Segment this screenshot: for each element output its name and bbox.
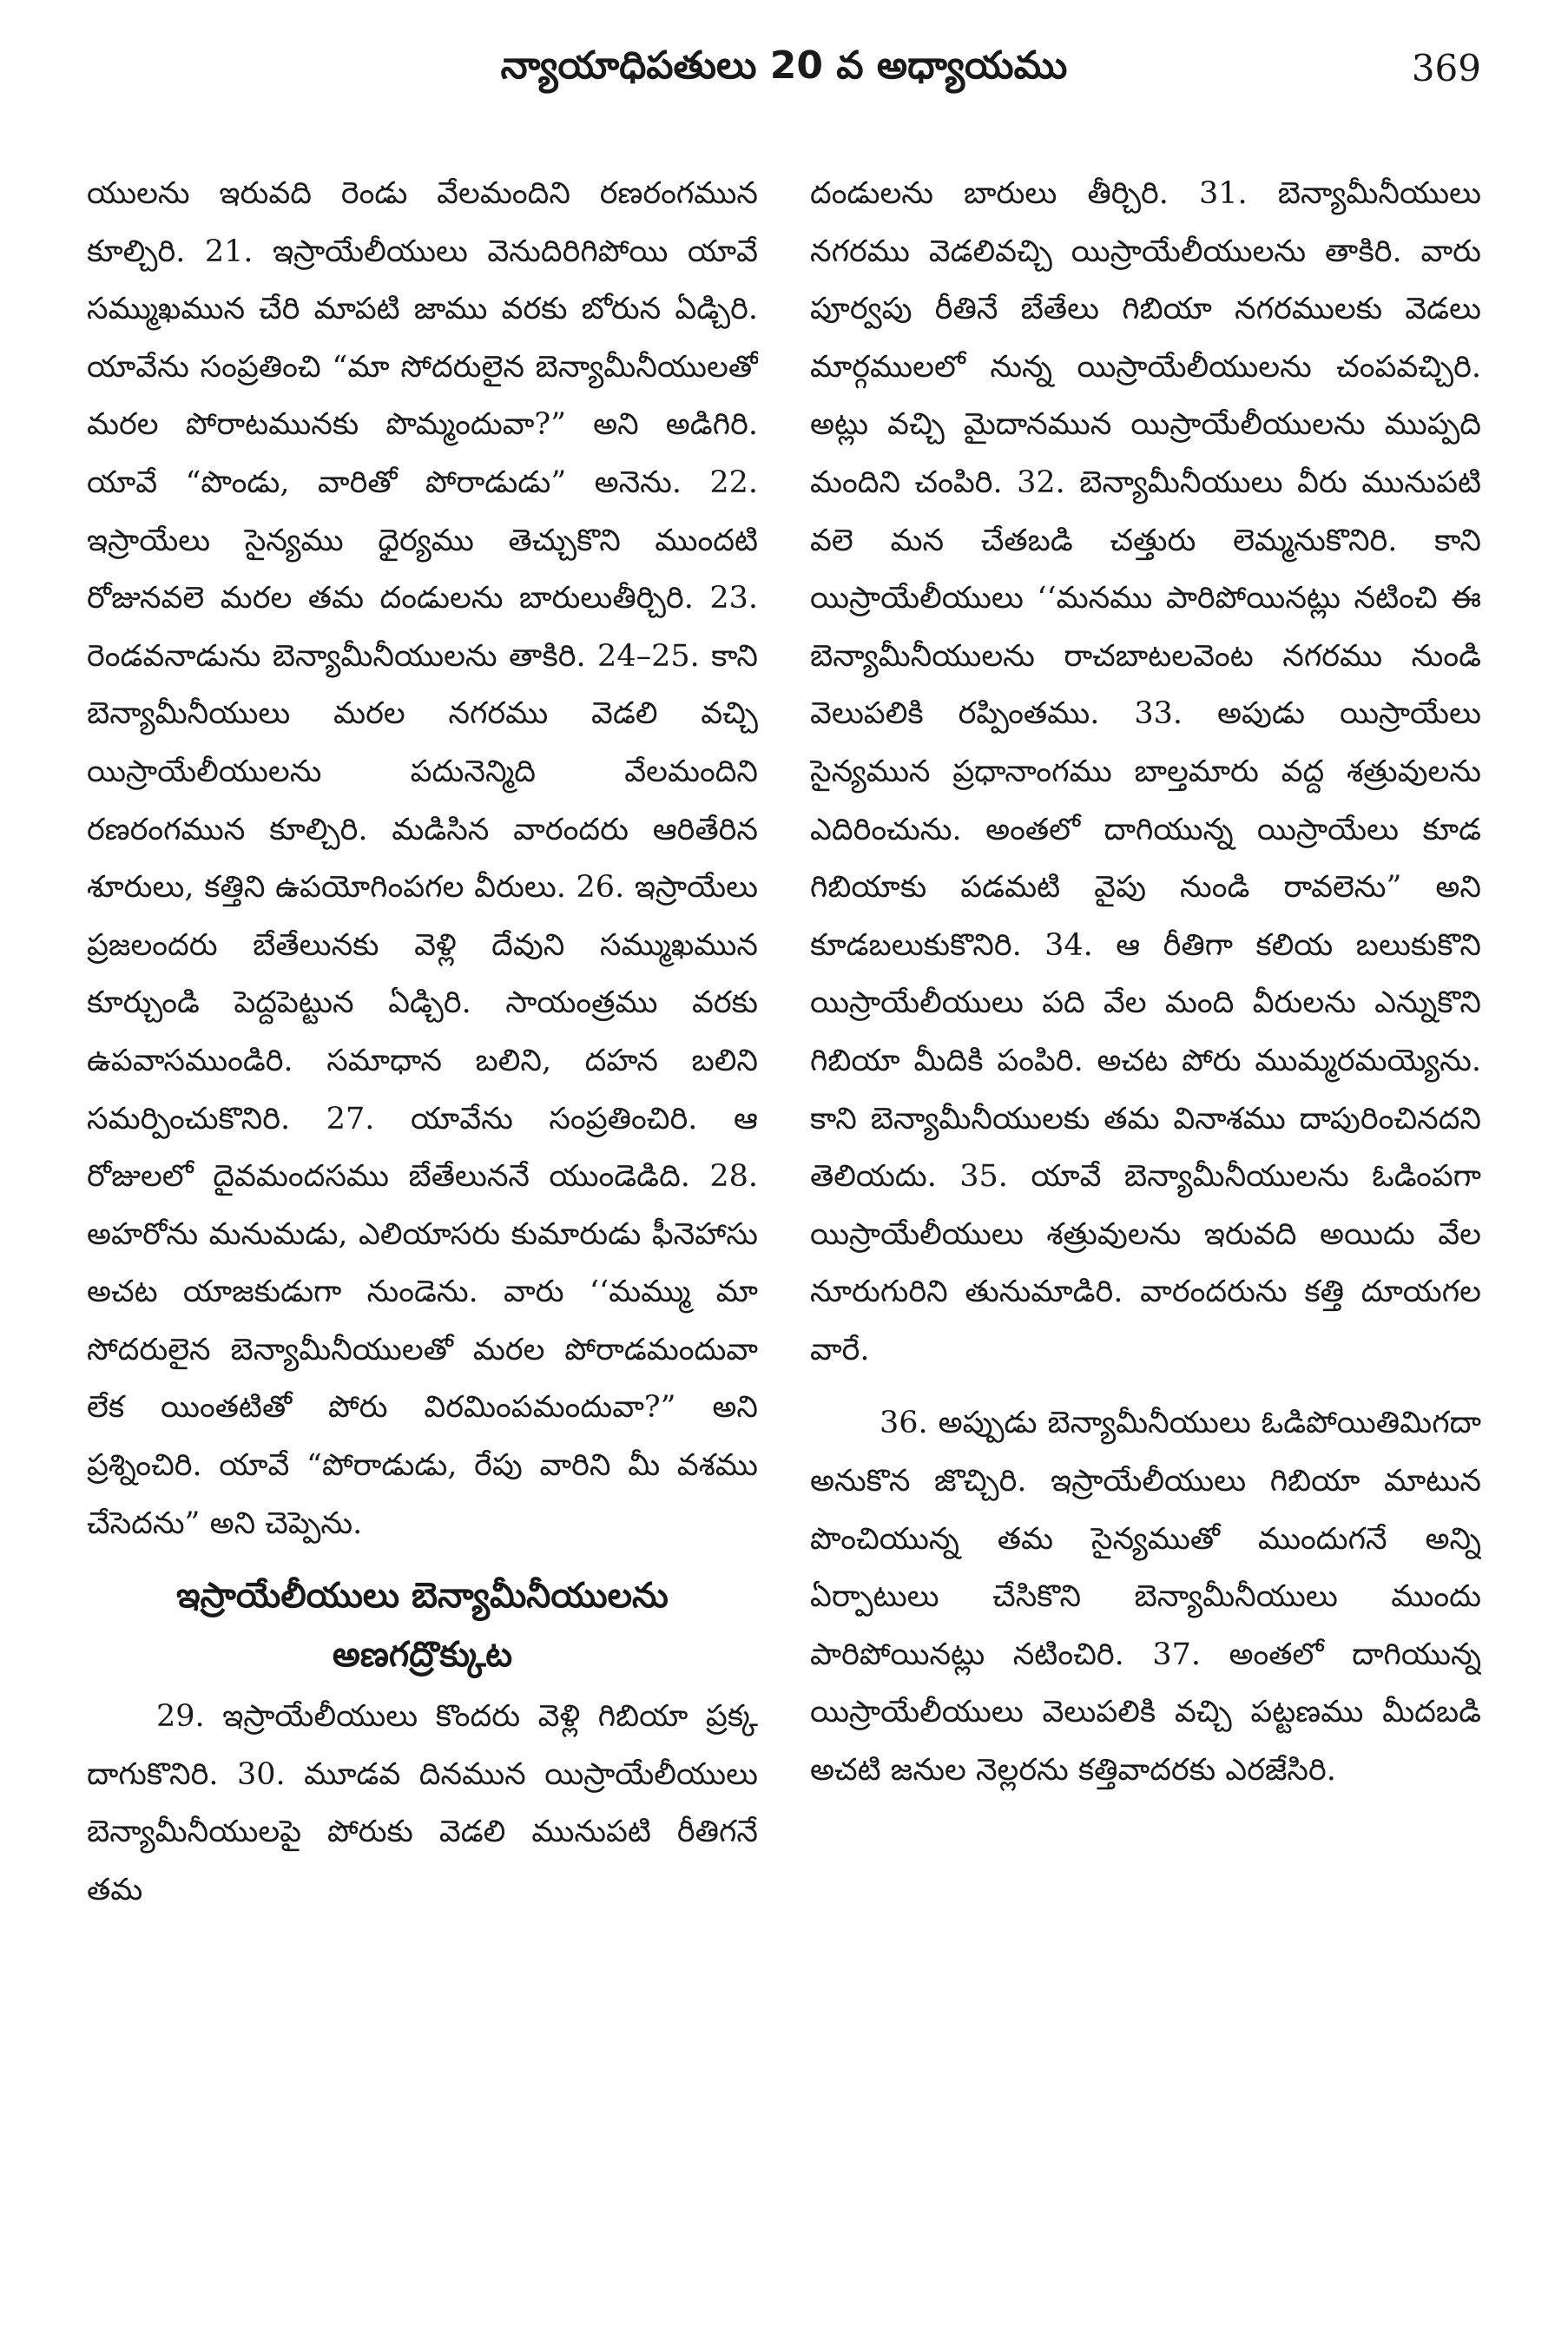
- right-column: [810, 165, 1481, 2301]
- page-number: 369: [1411, 47, 1481, 89]
- paragraph: 36. అప్పుడు బెన్యామీనీయులు ఓడిపోయితిమిగదా అనుకొన జొచ్చిరి. ఇస్రాయేలీయులు గిబియా మాటున పొంచియున్న తమ సైన్యముతో ముందుగనే అన్ని ఏర్పాటులు చేసికొని బెన్యామీనీయులు ముందు పారిపోయినట్లు నటించిరి. 37. అంతలో దాగియున్న యిస్రాయేలీయులు వెలుపలికి వచ్చి పట్టణము మీదబడి అచటి జనుల నెల్లరను కత్తివాదరకు ఎరజేసిరి.: [810, 1406, 1481, 1789]
- text-columns: [87, 165, 1481, 2301]
- left-column: [87, 165, 758, 2301]
- running-head: న్యాయాధిపతులు 20 వ అధ్యాయము: [500, 43, 1068, 88]
- section-heading: ఇస్రాయేలీయులు బెన్యామీనీయులను అణగద్రొక్కుట: [176, 1576, 669, 1676]
- page-header: [87, 43, 1481, 113]
- paragraph: యులను ఇరువది రెండు వేలమందిని రణరంగమున కూల్చిరి. 21. ఇస్రాయేలీయులు వెనుదిరిగిపోయి యావే సమ్ముఖమున చేరి మాపటి జాము వరకు బోరున ఏడ్చిరి. యావేను సంప్రతించి “మా సోదరులైన బెన్యామీనీయులతో మరల పోరాటమునకు పొమ్మందువా?” అని అడిగిరి. యావే “పొండు, వారితో పోరాడుడు” అనెను. 22. ఇస్రాయేలు సైన్యము ధైర్యము తెచ్చుకొని ముందటి రోజునవలె మరల తమ దండులను బారులుతీర్చిరి. 23. రెండవనాడును బెన్యామీనీయులను తాకిరి. 24–25. కాని బెన్యామీనీయులు మరల నగరము వెడలి వచ్చి యిస్రాయేలీయులను పదునెన్మిది వేలమందిని రణరంగమున కూల్చిరి. మడిసిన వారందరు ఆరితేరిన శూరులు, కత్తిని ఉపయోగింపగల వీరులు. 26. ఇస్రాయేలు ప్రజలందరు బేతేలునకు వెళ్లి దేవుని సమ్ముఖమున కూర్చుండి పెద్దపెట్టున ఏడ్చిరి. సాయంత్రము వరకు ఉపవాసముండిరి. సమాధాన బలిని, దహన బలిని సమర్పించుకొనిరి. 27. యావేను సంప్రతించిరి. ఆ రోజులలో దైవమందసము బేతేలుననే యుండెడిది. 28. అహరోను మనుమడు, ఎలియాసరు కుమారుడు ఫీనెహాసు అచట యాజకుడుగా నుండెను. వారు ‘‘మమ్ము మా సోదరులైన బెన్యామీనీయులతో మరల పోరాడమందువా లేక యింతటితో పోరు విరమింపమందువా?” అని ప్రశ్నించిరి. యావే “పోరాడుడు, రేపు వారిని మీ వశము చేసెదను” అని చెప్పెను.: [87, 176, 758, 1541]
- paragraph: దండులను బారులు తీర్చిరి. 31. బెన్యామీనీయులు నగరము వెడలివచ్చి యిస్రాయేలీయులను తాకిరి. వారు పూర్వపు రీతినే బేతేలు గిబియా నగరములకు వెడలు మార్గములలో నున్న యిస్రాయేలీయులను చంపవచ్చిరి. అట్లు వచ్చి మైదానమున యిస్రాయేలీయులను ముప్పది మందిని చంపిరి. 32. బెన్యామీనీయులు వీరు మునుపటి వలె మన చేతబడి చత్తురు లెమ్మనుకొనిరి. కాని యిస్రాయేలీయులు ‘‘మనము పారిపోయినట్లు నటించి ఈ బెన్యామీనీయులను రాచబాటలవెంట నగరము నుండి వెలుపలికి రప్పింతము. 33. అపుడు యిస్రాయేలు సైన్యమున ప్రధానాంగము బాల్తమారు వద్ద శత్రువులను ఎదిరించును. అంతలో దాగియున్న యిస్రాయేలు కూడ గిబియాకు పడమటి వైపు నుండి రావలెను” అని కూడబలుకుకొనిరి. 34. ఆ రీతిగా కలియ బలుకుకొని యిస్రాయేలీయులు పది వేల మంది వీరులను ఎన్నుకొని గిబియా మీదికి పంపిరి. అచట పోరు ముమ్మరమయ్యెను. కాని బెన్యామీనీయులకు తమ వినాశము దాపురించినదని తెలియదు. 35. యావే బెన్యామీనీయులను ఓడింపగా యిస్రాయేలీయులు శత్రువులను ఇరువది అయిదు వేల నూరుగురిని తునుమాడిరి. వారందరును కత్తి దూయగల వారే.: [810, 176, 1481, 1367]
- paragraph: 29. ఇస్రాయేలీయులు కొందరు వెళ్లి గిబియా ప్రక్క దాగుకొనిరి. 30. మూడవ దినమున యిస్రాయేలీయులు బెన్యామీనీయులపై పోరుకు వెడలి మునుపటి రీతిగనే తమ: [87, 1699, 758, 1908]
